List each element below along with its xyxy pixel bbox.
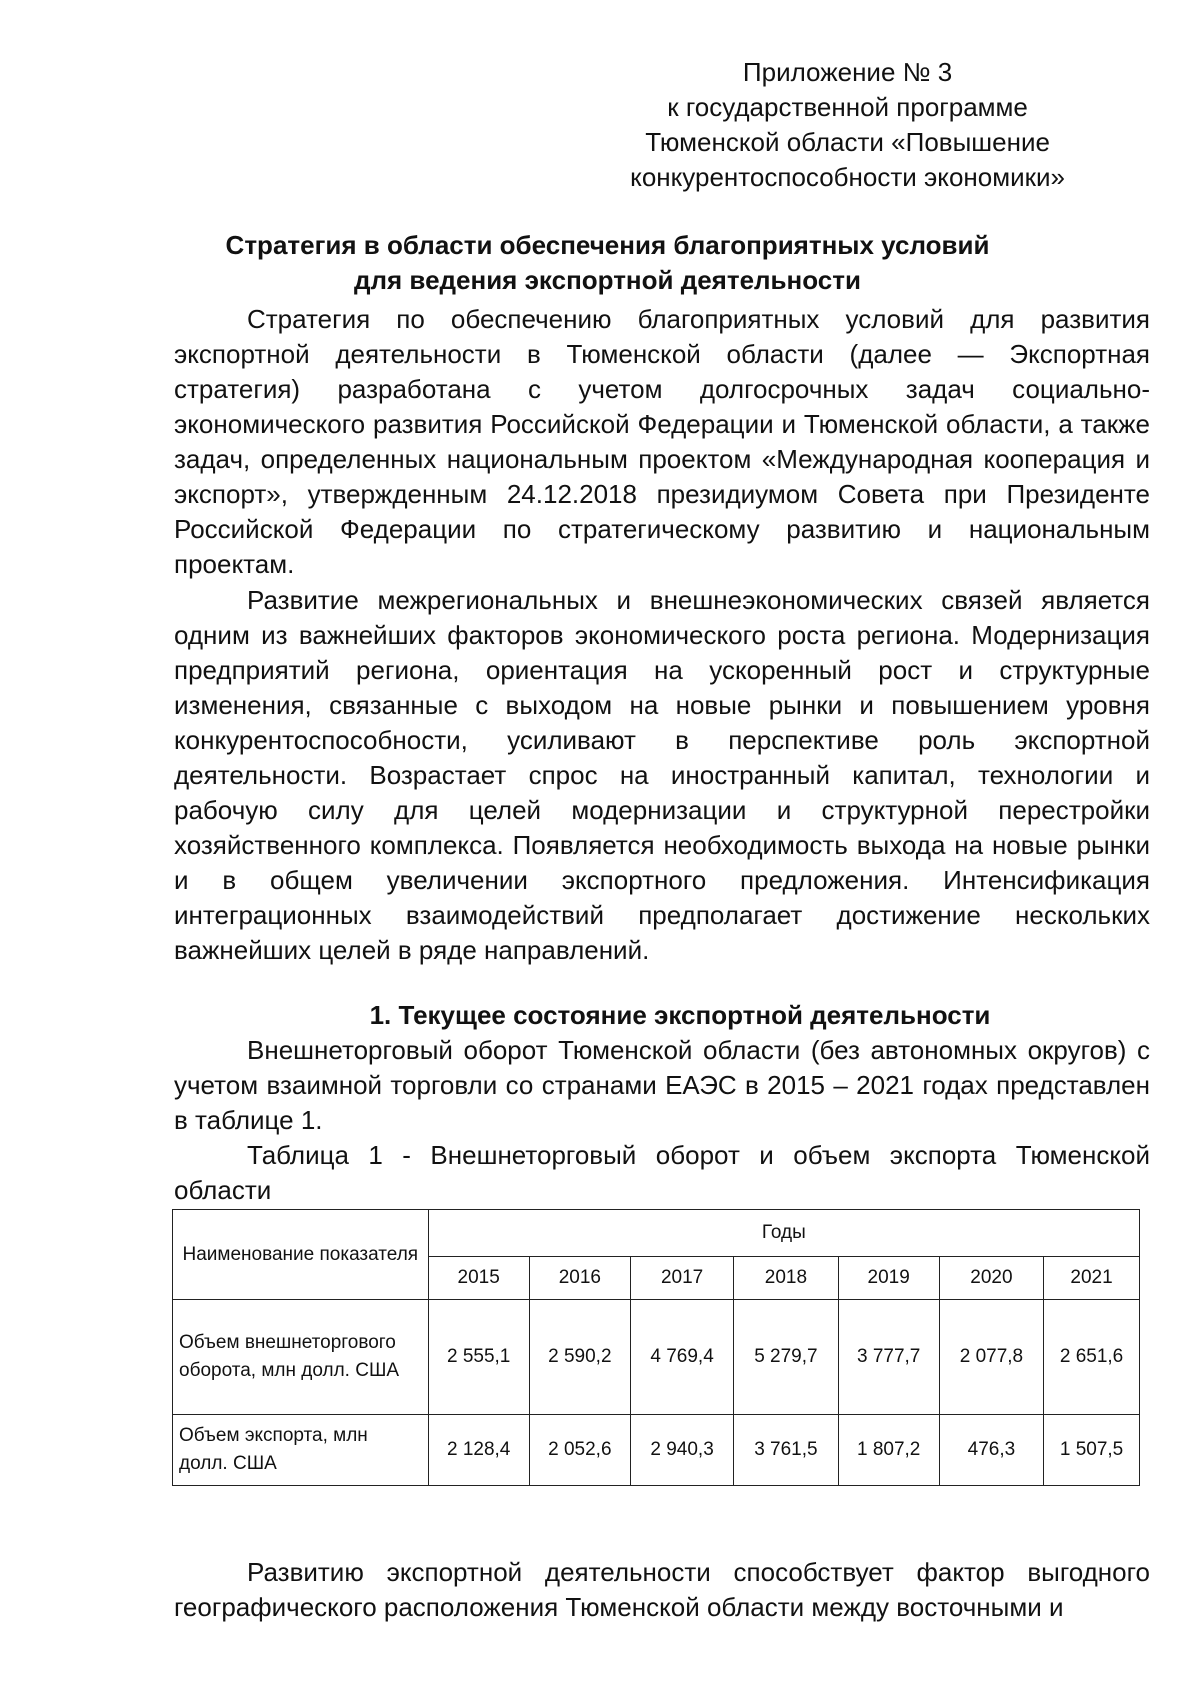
table-caption-block <box>174 1138 1150 1208</box>
table-cell: 5 279,7 <box>734 1300 838 1415</box>
appendix-line-3: Тюменской области «Повышение <box>645 127 1050 157</box>
appendix-line-2: к государственной программе <box>667 92 1028 122</box>
table-cell: 1 807,2 <box>838 1415 939 1486</box>
table-cell: 2 590,2 <box>529 1300 630 1415</box>
table-cell: 2 077,8 <box>939 1300 1043 1415</box>
paragraph-4: Развитию экспортной деятельности способствует фактор выгодного географического расположения Тюменской области между восточными и <box>174 1557 1150 1622</box>
table-cell: 1 507,5 <box>1044 1415 1140 1486</box>
fourth-block <box>174 1555 1150 1625</box>
table-row <box>173 1300 1140 1415</box>
paragraph-3: Внешнеторговый оборот Тюменской области (без автономных округов) с учетом взаимной торговли со странами ЕАЭС в 2015 – 2021 годах представлен в таблице 1. <box>174 1035 1150 1135</box>
table-header-row <box>173 1210 1140 1257</box>
table-cell: 3 777,7 <box>838 1300 939 1415</box>
export-table <box>172 1209 1140 1486</box>
second-block <box>174 583 1150 968</box>
table-cell: 2 940,3 <box>630 1415 733 1486</box>
appendix-line-1: Приложение № 3 <box>742 57 953 87</box>
table-cell: 4 769,4 <box>630 1300 733 1415</box>
header-year: 2020 <box>939 1257 1043 1300</box>
document-title <box>160 228 1055 298</box>
header-year: 2017 <box>630 1257 733 1300</box>
row-label: Объем внешнеторгового оборота, млн долл. США <box>173 1300 429 1415</box>
header-years: Годы <box>428 1210 1139 1257</box>
table-cell: 3 761,5 <box>734 1415 838 1486</box>
table-caption: Таблица 1 - Внешнеторговый оборот и объем экспорта Тюменской области <box>174 1140 1150 1205</box>
table-cell: 2 052,6 <box>529 1415 630 1486</box>
table-cell: 476,3 <box>939 1415 1043 1486</box>
table-cell: 2 651,6 <box>1044 1300 1140 1415</box>
header-year: 2019 <box>838 1257 939 1300</box>
header-year: 2021 <box>1044 1257 1140 1300</box>
table-cell: 2 555,1 <box>428 1300 529 1415</box>
paragraph-1: Стратегия по обеспечению благоприятных условий для развития экспортной деятельности в Тюменской области (далее — Экспортная стратегия) разработана с учетом долгосрочных задач социально-экономического развития Российской Федерации и Тюменской области, а также задач, определенных национальным проектом «Международная кооперация и экспорт», утвержденным 24.12.2018 президиумом Совета при Президенте Российской Федерации по стратегическому развитию и национальным проектам. <box>174 304 1150 579</box>
title-line-2: для ведения экспортной деятельности <box>354 265 861 295</box>
header-year: 2015 <box>428 1257 529 1300</box>
appendix-header <box>630 55 1065 195</box>
row-label: Объем экспорта, млн долл. США <box>173 1415 429 1486</box>
title-line-1: Стратегия в области обеспечения благоприятных условий <box>225 230 990 260</box>
third-block <box>174 1033 1150 1138</box>
paragraph-2: Развитие межрегиональных и внешнеэкономических связей является одним из важнейших факторов экономического роста региона. Модернизация предприятий региона, ориентация на ускоренный рост и структурные изменения, связанные с выходом на новые рынки и повышением уровня конкурентоспособности, усиливают в перспективе роль экспортной деятельности. Возрастает спрос на иностранный капитал, технологии и рабочую силу для целей модернизации и структурной перестройки хозяйственного комплекса. Появляется необходимость выхода на новые рынки и в общем увеличении экспортного предложения. Интенсификация интеграционных взаимодействий предполагает достижение нескольких важнейших целей в ряде направлений. <box>174 585 1150 965</box>
appendix-line-4: конкурентоспособности экономики» <box>630 162 1065 192</box>
section-1-title: 1. Текущее состояние экспортной деятельности <box>369 1000 991 1030</box>
intro-block <box>174 302 1150 582</box>
header-year: 2018 <box>734 1257 838 1300</box>
header-year: 2016 <box>529 1257 630 1300</box>
header-indicator-name: Наименование показателя <box>173 1210 429 1300</box>
table-row <box>173 1415 1140 1486</box>
table-cell: 2 128,4 <box>428 1415 529 1486</box>
